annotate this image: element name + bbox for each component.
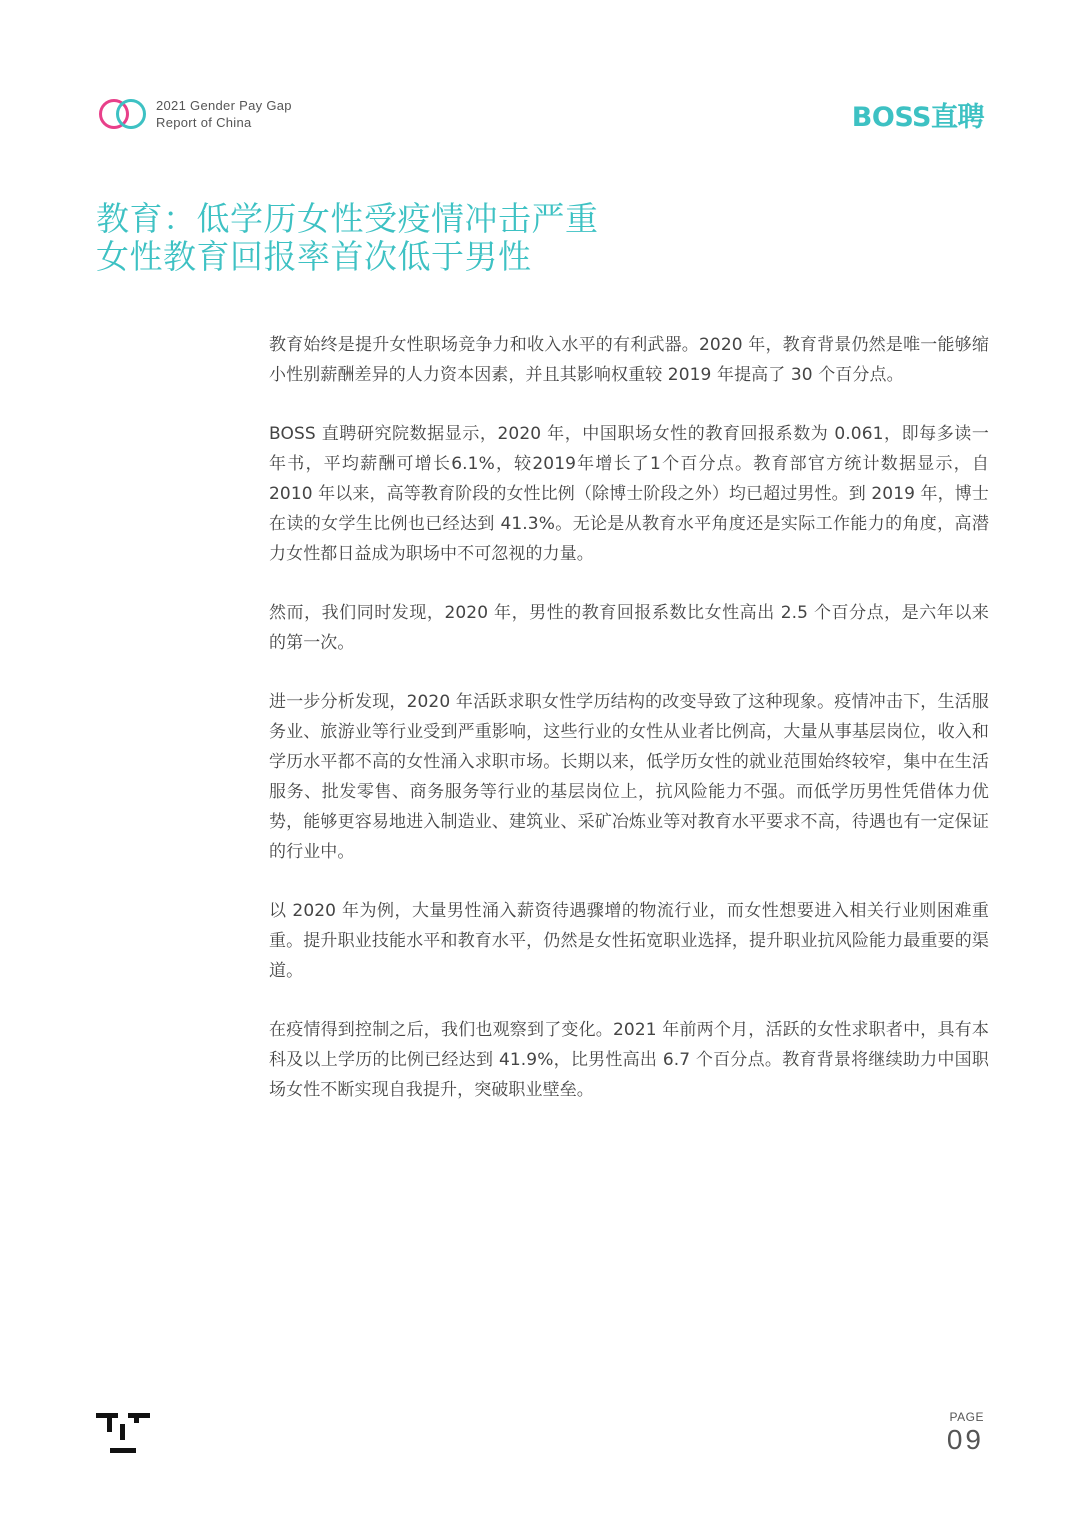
- headline-line1: 教育：低学历女性受疫情冲击严重: [96, 199, 599, 238]
- page-header: [98, 95, 988, 135]
- paragraph: 在疫情得到控制之后，我们也观察到了变化。2021 年前两个月，活跃的女性求职者中，具有本科及以上学历的比例已经达到 41.9%，比男性高出 6.7 个百分点。教育背景将继续助力中国职场女性不断实现自我提升，突破职业壁垒。: [269, 1020, 989, 1100]
- report-title-line1: 2021 Gender Pay Gap: [156, 98, 292, 113]
- face-glyph-mark-icon: [94, 1410, 152, 1456]
- page-number-block: [947, 1410, 984, 1455]
- brand-logo: BOSS直聘: [851, 102, 984, 133]
- interlocking-rings-logo-icon: [98, 97, 150, 131]
- report-title-line2: Report of China: [156, 115, 252, 130]
- report-title: [156, 97, 292, 131]
- body-text: [269, 330, 989, 1134]
- page-number: 09: [946, 1424, 984, 1455]
- paragraph: 教育始终是提升女性职场竞争力和收入水平的有利武器。2020 年，教育背景仍然是唯一能够缩小性别薪酬差异的人力资本因素，并且其影响权重较 2019 年提高了 30 个百分点。: [269, 335, 989, 385]
- page-label: PAGE: [949, 1410, 984, 1424]
- paragraph: BOSS 直聘研究院数据显示，2020 年，中国职场女性的教育回报系数为 0.061，即每多读一年书，平均薪酬可增长6.1%，较2019年增长了1个百分点。教育部官方统计数据显示，自 2010 年以来，高等教育阶段的女性比例（除博士阶段之外）均已超过男性。到 2019 年，博士在读的女学生比例也已经达到 41.3%。无论是从教育水平角度还是实际工作能力的角度，高潜力女性都日益成为职场中不可忽视的力量。: [269, 424, 989, 564]
- paragraph: 然而，我们同时发现，2020 年，男性的教育回报系数比女性高出 2.5 个百分点，是六年以来的第一次。: [269, 603, 989, 653]
- page-headline: [96, 200, 996, 276]
- paragraph: 以 2020 年为例，大量男性涌入薪资待遇骤增的物流行业，而女性想要进入相关行业则困难重重。提升职业技能水平和教育水平，仍然是女性拓宽职业选择，提升职业抗风险能力最重要的渠道。: [269, 901, 989, 981]
- headline-line2: 女性教育回报率首次低于男性: [96, 237, 532, 276]
- paragraph: 进一步分析发现，2020 年活跃求职女性学历结构的改变导致了这种现象。疫情冲击下，生活服务业、旅游业等行业受到严重影响，这些行业的女性从业者比例高，大量从事基层岗位，收入和学历水平都不高的女性涌入求职市场。长期以来，低学历女性的就业范围始终较窄，集中在生活服务、批发零售、商务服务等行业的基层岗位上，抗风险能力不强。而低学历男性凭借体力优势，能够更容易地进入制造业、建筑业、采矿冶炼业等对教育水平要求不高，待遇也有一定保证的行业中。: [269, 692, 989, 862]
